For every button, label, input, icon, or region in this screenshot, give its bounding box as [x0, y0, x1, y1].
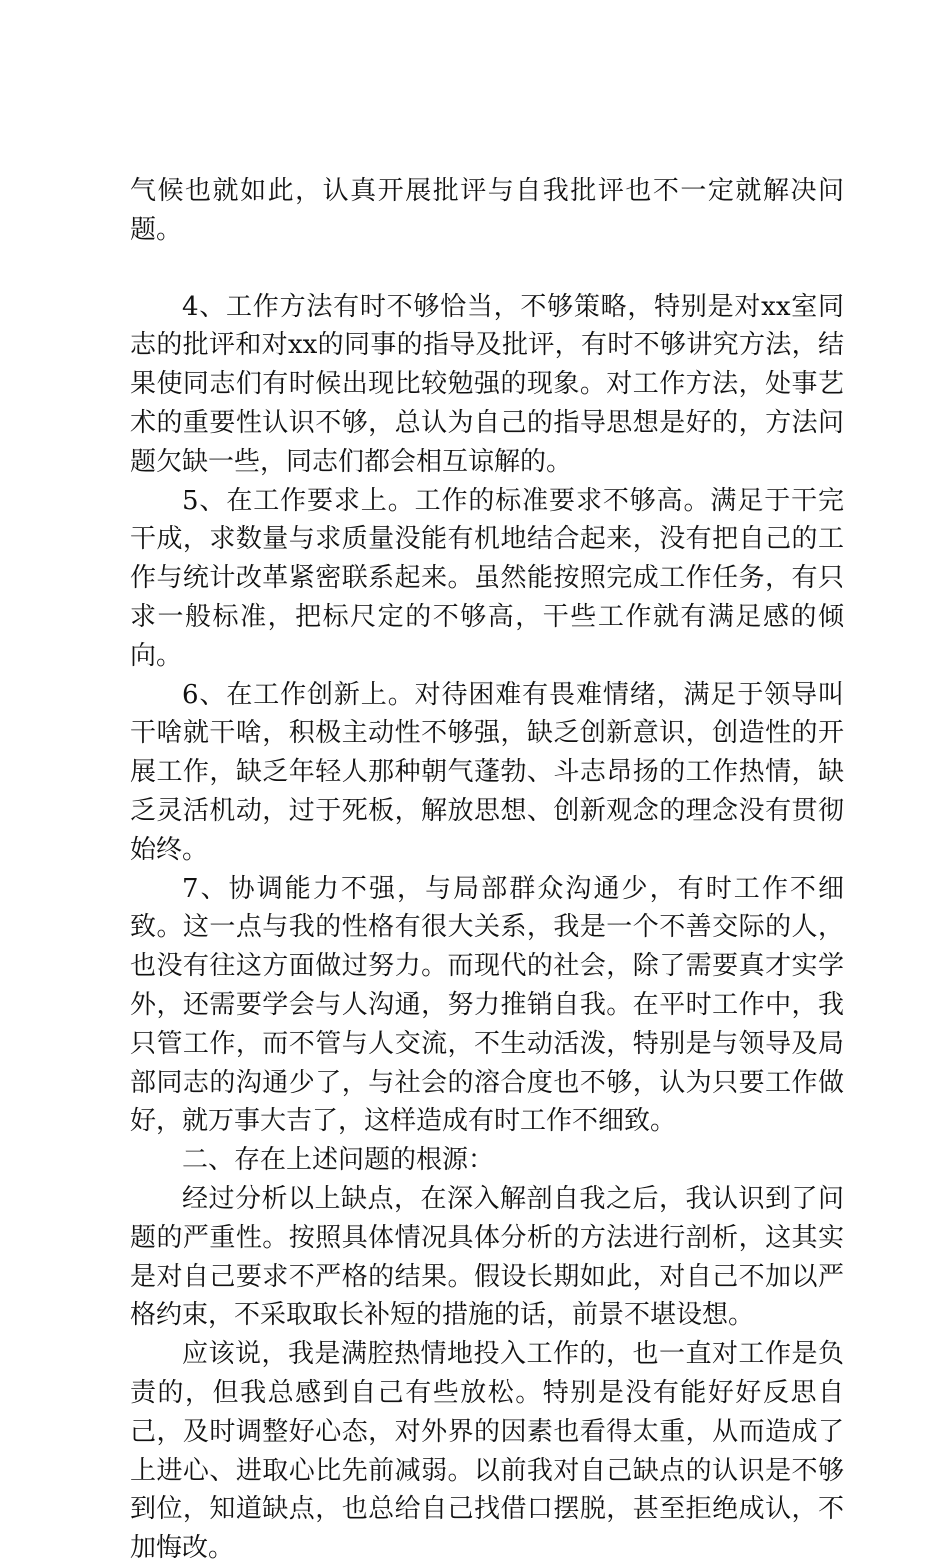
paragraph-item-4: 4、工作方法有时不够恰当，不够策略，特别是对xx室同志的批评和对xx的同事的指导及批评，有时不够讲究方法，结果使同志们有时候出现比较勉强的现象。对工作方法，处事艺术的重要性认识不够，总认为自己的指导思想是好的，方法问题欠缺一些，同志们都会相互谅解的。 — [130, 291, 844, 477]
paragraph-item-7: 7、协调能力不强，与局部群众沟通少，有时工作不细致。这一点与我的性格有很大关系，我是一个不善交际的人，也没有往这方面做过努力。而现代的社会，除了需要真才实学外，还需要学会与人沟通，努力推销自我。在平时工作中，我只管工作，而不管与人交流，不生动活泼，特别是与领导及局部同志的沟通少了，与社会的溶合度也不够，认为只要工作做好，就万事大吉了，这样造成有时工作不细致。 — [130, 873, 844, 1137]
paragraph-continuation: 气候也就如此，认真开展批评与自我批评也不一定就解决问题。 — [130, 176, 844, 245]
paragraph-reflection: 应该说，我是满腔热情地投入工作的，也一直对工作是负责的，但我总感到自己有些放松。特别是没有能好好反思自己，及时调整好心态，对外界的因素也看得太重，从而造成了上进心、进取心比先前减弱。以前我对自己缺点的认识是不够到位，知道缺点，也总给自己找借口摆脱，甚至拒绝成认，不加悔改。 — [130, 1339, 844, 1564]
section-heading-root-causes: 二、存在上述问题的根源： — [182, 1145, 495, 1176]
paragraph-item-6: 6、在工作创新上。对待困难有畏难情绪，满足于领导叫干啥就干啥，积极主动性不够强，缺乏创新意识，创造性的开展工作，缺乏年轻人那种朝气蓬勃、斗志昂扬的工作热情，缺乏灵活机动，过于死板，解放思想、创新观念的理念没有贯彻始终。 — [130, 679, 844, 865]
document-body — [130, 172, 844, 1568]
paragraph-item-5: 5、在工作要求上。工作的标准要求不够高。满足于干完干成，求数量与求质量没能有机地结合起来，没有把自己的工作与统计改革紧密联系起来。虽然能按照完成工作任务，有只求一般标准，把标尺定的不够高，干些工作就有满足感的倾向。 — [130, 485, 844, 671]
paragraph-analysis: 经过分析以上缺点，在深入解剖自我之后，我认识到了问题的严重性。按照具体情况具体分析的方法进行剖析，这其实是对自己要求不严格的结果。假设长期如此，对自己不加以严格约束，不采取取长补短的措施的话，前景不堪设想。 — [130, 1183, 844, 1331]
paragraph-gap — [130, 250, 844, 288]
